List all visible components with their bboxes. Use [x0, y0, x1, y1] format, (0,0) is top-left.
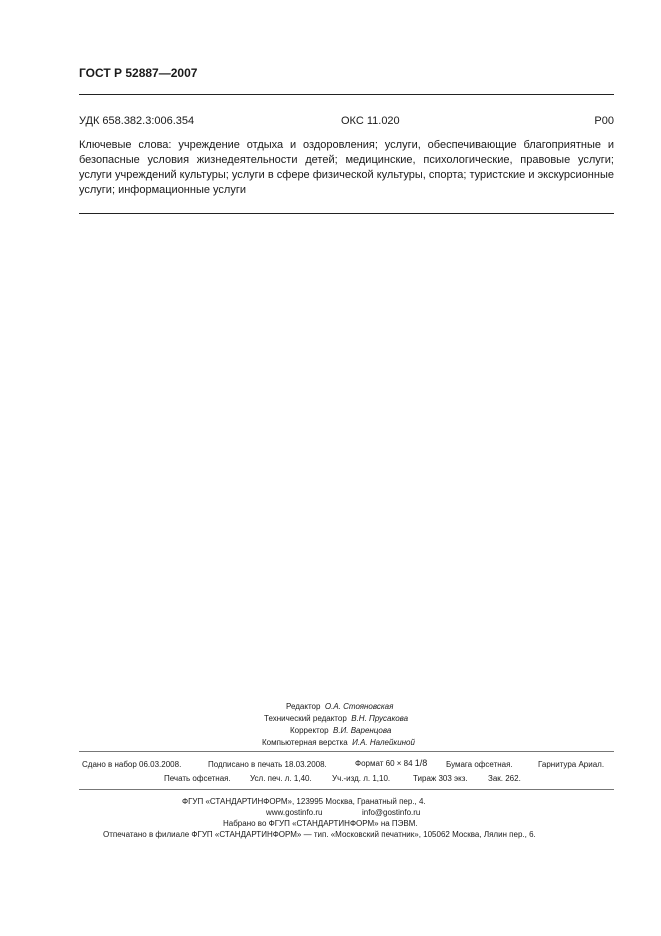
- imprint-sent-to-set: Сдано в набор 06.03.2008.: [82, 760, 182, 769]
- credit-editor: [286, 702, 393, 711]
- keywords-paragraph: [79, 138, 614, 198]
- imprint-pub-sheets: Уч.-изд. л. 1,10.: [332, 774, 391, 783]
- imprint-order: Зак. 262.: [488, 774, 521, 783]
- udk-code: УДК 658.382.3:006.354: [79, 115, 195, 127]
- credit-role: Редактор: [286, 702, 321, 711]
- credit-proofreader: [290, 726, 391, 735]
- classification-row: [79, 115, 614, 129]
- imprint-format: [355, 758, 427, 768]
- credit-role: Технический редактор: [264, 714, 347, 723]
- credit-role: Корректор: [290, 726, 329, 735]
- keywords-divider: [79, 213, 614, 214]
- publisher-address: ФГУП «СТАНДАРТИНФОРМ», 123995 Москва, Гранатный пер., 4.: [182, 797, 426, 806]
- oks-code: ОКС 11.020: [341, 115, 400, 127]
- credit-name: В.И. Варенцова: [332, 726, 392, 735]
- publisher-email[interactable]: info@gostinfo.ru: [362, 808, 421, 817]
- imprint-divider-bottom: [79, 789, 614, 790]
- credit-layout: [262, 738, 415, 747]
- credit-name: О.А. Стояновская: [324, 702, 394, 711]
- format-fraction: 1/8: [414, 758, 428, 768]
- keywords-text: учреждение отдыха и оздоровления; услуги, обеспечивающие благоприятные и безопасные условия жизнедеятельности детей; медицинские, психологические, правовые услуги; услуги учреждений культуры; услуги в сфере физической культуры, спорта; туристские и экскурсионные услуги; информационные услуги: [79, 139, 614, 196]
- imprint-divider-top: [79, 751, 614, 752]
- standard-code: ГОСТ Р 52887—2007: [79, 66, 198, 80]
- credit-name: В.Н. Прусакова: [351, 714, 409, 723]
- imprint-printing: Печать офсетная.: [164, 774, 231, 783]
- imprint-typeface: Гарнитура Ариал.: [538, 760, 605, 769]
- credit-name: И.А. Налейкиной: [352, 738, 415, 747]
- imprint-run: Тираж 303 экз.: [413, 774, 468, 783]
- credit-role: Компьютерная верстка: [262, 738, 348, 747]
- imprint-signed: Подписано в печать 18.03.2008.: [208, 760, 327, 769]
- credit-tech-editor: [264, 714, 408, 723]
- header-divider: [79, 94, 614, 95]
- imprint-paper: Бумага офсетная.: [446, 760, 513, 769]
- publisher-typeset: Набрано во ФГУП «СТАНДАРТИНФОРМ» на ПЭВМ.: [223, 819, 418, 828]
- imprint-conv-sheets: Усл. печ. л. 1,40.: [250, 774, 312, 783]
- classification-code: Р00: [594, 115, 614, 127]
- publisher-printed: Отпечатано в филиале ФГУП «СТАНДАРТИНФОРМ» — тип. «Московский печатник», 105062 Москва, Лялин пер., 6.: [103, 830, 536, 839]
- publisher-website[interactable]: www.gostinfo.ru: [266, 808, 323, 817]
- format-label: Формат 60 × 84: [355, 759, 413, 768]
- keywords-label: Ключевые слова:: [79, 139, 172, 151]
